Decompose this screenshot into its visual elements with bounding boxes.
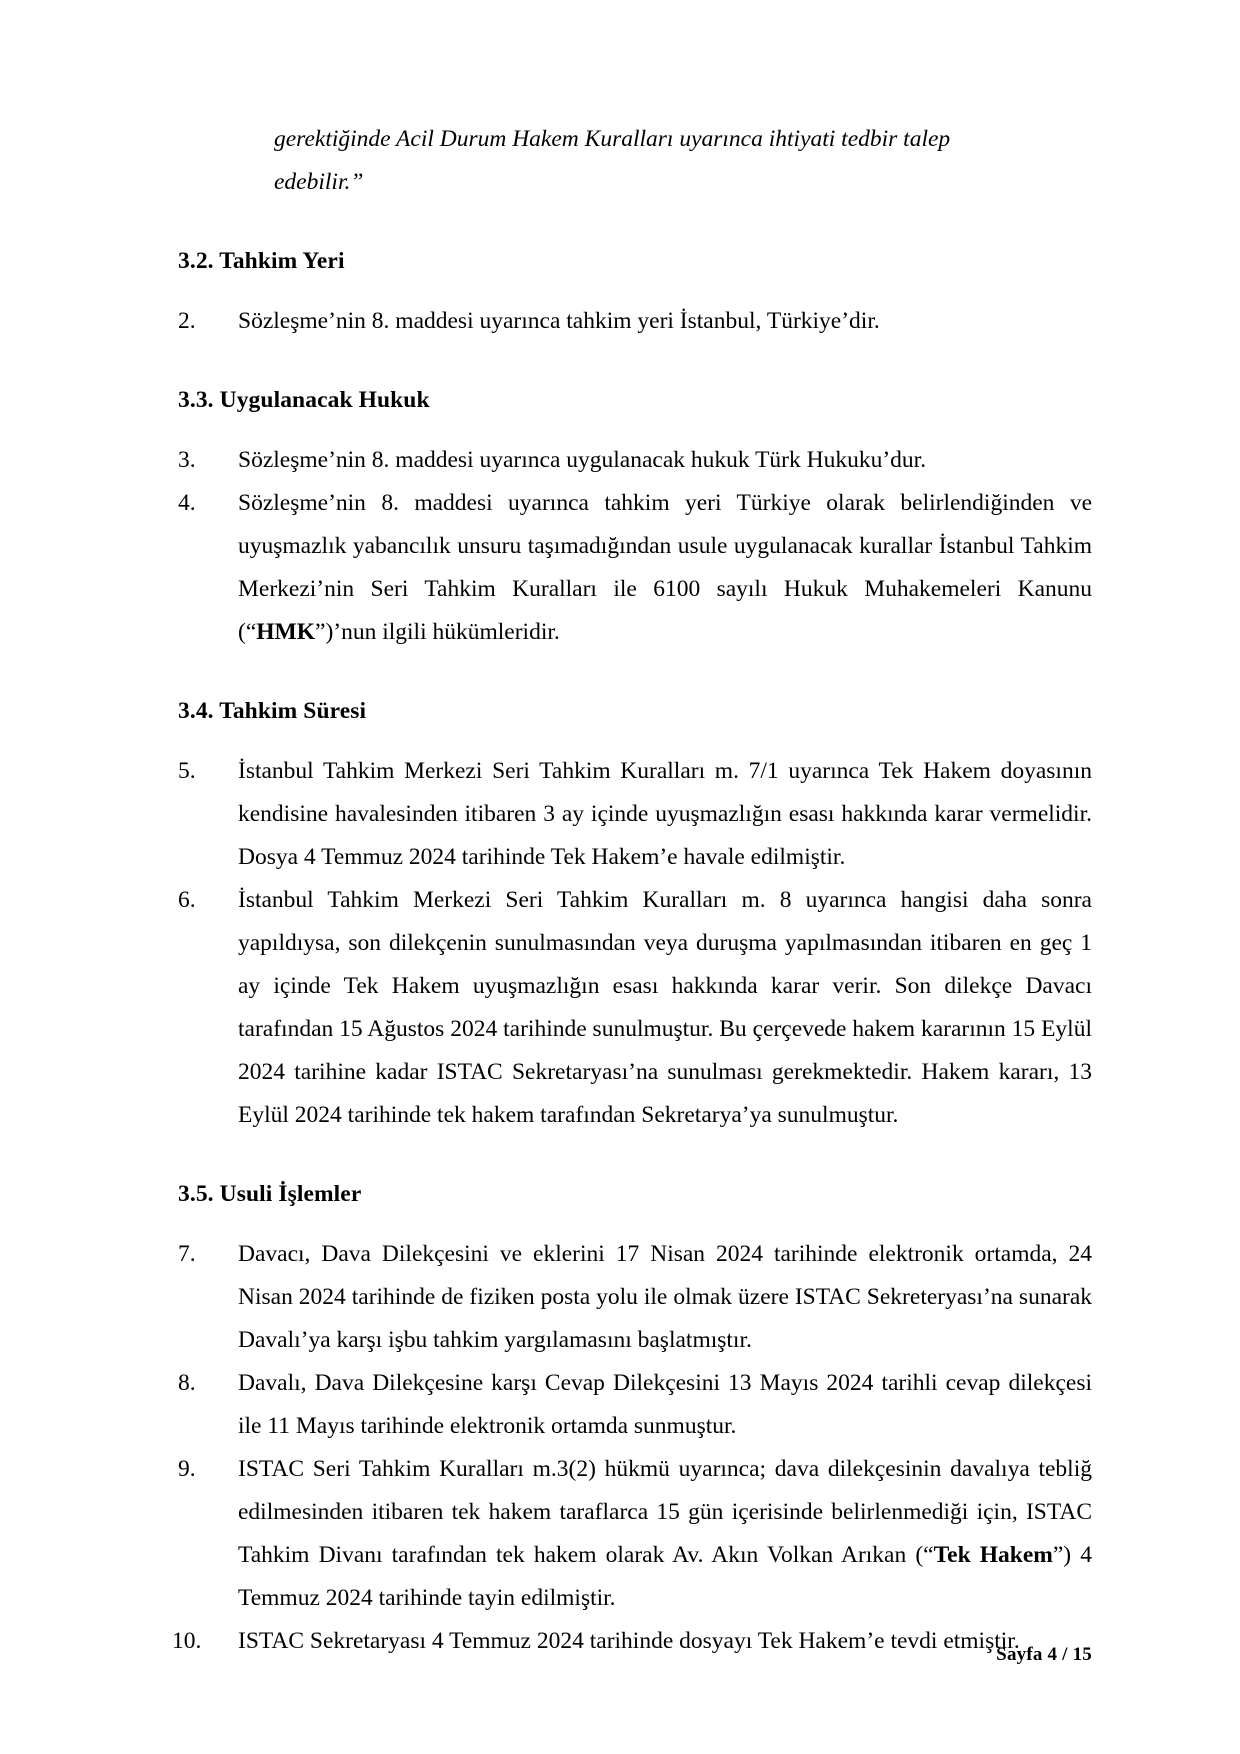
quote-line-2: edebilir.” xyxy=(274,169,364,195)
list-item-number: 6. xyxy=(178,887,196,913)
list-item-text-part2: ”) 4 Temmuz 2024 tarihinde tayin edilmiştir. xyxy=(238,1542,1093,1611)
list-item-number: 10. xyxy=(172,1628,202,1654)
list-item-text: ISTAC Sekretaryası 4 Temmuz 2024 tarihinde dosyayı Tek Hakem’e tevdi etmiştir. xyxy=(238,1628,1020,1654)
list-item xyxy=(178,1448,1092,1620)
section-heading-3-5: 3.5. Usuli İşlemler xyxy=(178,1181,362,1207)
list-item-text xyxy=(238,482,1092,654)
page-number-footer: Sayfa 4 / 15 xyxy=(996,1644,1092,1665)
list-item-number: 5. xyxy=(178,758,196,784)
list-section-3-4 xyxy=(178,750,1092,1137)
list-item-number: 8. xyxy=(178,1370,196,1396)
list-item-text-part1: ISTAC Seri Tahkim Kuralları m.3(2) hükmü uyarınca; dava dilekçesinin davalıya tebliğ edilmesinden itibaren tek hakem taraflarca 15 gün içerisinde belirlenmediği için, ISTAC Tahkim Divanı tarafından tek hakem olarak Av. Akın Volkan Arıkan (“ xyxy=(238,1456,1092,1568)
section-heading-3-2: 3.2. Tahkim Yeri xyxy=(178,248,345,274)
list-item xyxy=(178,300,1092,343)
list-item-text-part1: Sözleşme’nin 8. maddesi uyarınca tahkim yeri Türkiye olarak belirlendiğinden ve uyuşmazlık yabancılık unsuru taşımadığından usule uygulanacak kurallar İstanbul Tahkim Merkezi’nin Seri Tahkim Kuralları ile 6100 sayılı Hukuk Muhakemeleri Kanunu (“ xyxy=(238,490,1092,645)
list-section-3-2 xyxy=(178,300,1092,343)
section-heading-3-3: 3.3. Uygulanacak Hukuk xyxy=(178,387,430,413)
list-item-text-part2: ”)’nun ilgili hükümleridir. xyxy=(315,619,560,645)
list-item-number: 3. xyxy=(178,447,196,473)
list-item-number: 7. xyxy=(178,1241,196,1267)
list-item xyxy=(178,750,1092,879)
section-heading-3-4: 3.4. Tahkim Süresi xyxy=(178,698,367,724)
list-section-3-5 xyxy=(172,1233,1093,1663)
list-item xyxy=(178,439,1092,482)
list-item xyxy=(178,1362,1092,1448)
quoted-paragraph xyxy=(274,118,1092,204)
defined-term-hmk: HMK xyxy=(256,619,316,645)
list-item-number: 9. xyxy=(178,1456,196,1482)
list-item-text: İstanbul Tahkim Merkezi Seri Tahkim Kuralları m. 7/1 uyarınca Tek Hakem doyasının kendisine havalesinden itibaren 3 ay içinde uyuşmazlığın esası hakkında karar vermelidir. Dosya 4 Temmuz 2024 tarihinde Tek Hakem’e havale edilmiştir. xyxy=(238,758,1092,870)
list-item-number: 4. xyxy=(178,490,196,516)
list-item xyxy=(172,1620,1092,1663)
list-item-text: Davalı, Dava Dilekçesine karşı Cevap Dilekçesini 13 Mayıs 2024 tarihli cevap dilekçesi ile 11 Mayıs tarihinde elektronik ortamda sunmuştur. xyxy=(238,1370,1092,1439)
list-item-text: Sözleşme’nin 8. maddesi uyarınca tahkim yeri İstanbul, Türkiye’dir. xyxy=(238,308,880,334)
page-content xyxy=(172,118,1093,1663)
list-item-number: 2. xyxy=(178,308,196,334)
list-item-text: Sözleşme’nin 8. maddesi uyarınca uygulanacak hukuk Türk Hukuku’dur. xyxy=(238,447,927,473)
list-item xyxy=(178,879,1092,1137)
list-item-text: İstanbul Tahkim Merkezi Seri Tahkim Kuralları m. 8 uyarınca hangisi daha sonra yapıldıysa, son dilekçenin sunulmasından veya duruşma yapılmasından itibaren en geç 1 ay içinde Tek Hakem uyuşmazlığın esası hakkında karar verir. Son dilekçe Davacı tarafından 15 Ağustos 2024 tarihinde sunulmuştur. Bu çerçevede hakem kararının 15 Eylül 2024 tarihine kadar ISTAC Sekretaryası’na sunulması gerekmektedir. Hakem kararı, 13 Eylül 2024 tarihinde tek hakem tarafından Sekretarya’ya sunulmuştur. xyxy=(238,887,1092,1128)
list-section-3-3 xyxy=(178,439,1092,654)
list-item xyxy=(178,482,1092,654)
quote-line-1: gerektiğinde Acil Durum Hakem Kuralları uyarınca ihtiyati tedbir talep xyxy=(274,126,951,152)
list-item-text: Davacı, Dava Dilekçesini ve eklerini 17 Nisan 2024 tarihinde elektronik ortamda, 24 Nisan 2024 tarihinde de fiziken posta yolu ile olmak üzere ISTAC Sekreteryası’na sunarak Davalı’ya karşı işbu tahkim yargılamasını başlatmıştır. xyxy=(238,1241,1092,1353)
list-item xyxy=(178,1233,1092,1362)
defined-term-tek-hakem: Tek Hakem xyxy=(933,1542,1053,1568)
list-item-text xyxy=(238,1448,1092,1620)
